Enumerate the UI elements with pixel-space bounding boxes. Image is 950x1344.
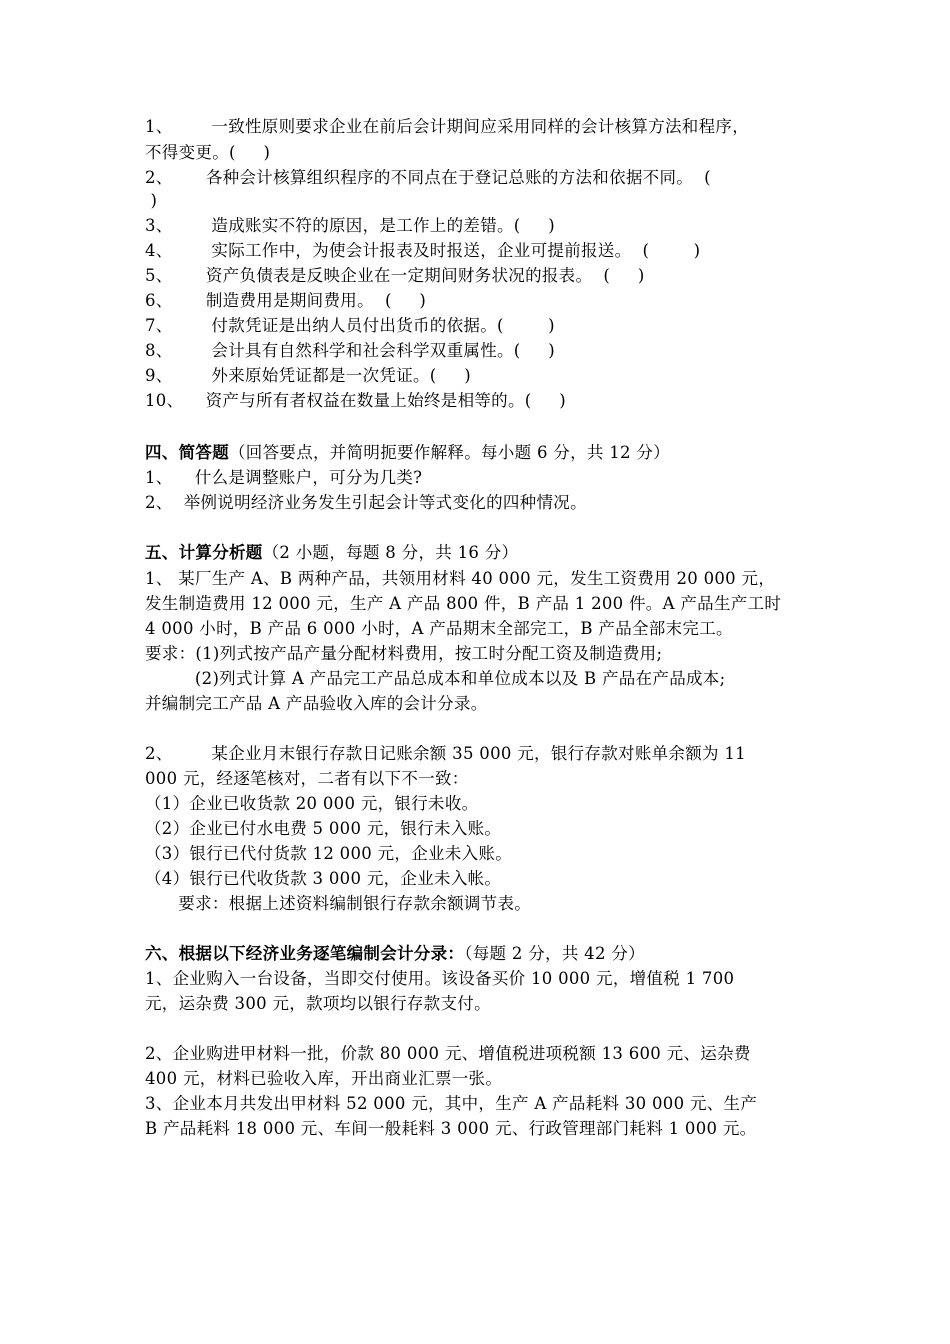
section-5-q2-line-1: 2、 某企业月末银行存款日记账余额 35 000 元，银行存款对账单余额为 11 <box>145 744 746 763</box>
tf-item-8: 8、 会计具有自然科学和社会科学双重属性。( ) <box>145 341 556 360</box>
section-4-heading <box>145 440 670 466</box>
section-4-note: （回答要点，并简明扼要作解释。每小题 6 分，共 12 分） <box>229 443 670 462</box>
section-6-q2-line-2: 400 元，材料已验收入库，开出商业汇票一张。 <box>145 1069 503 1088</box>
section-6-q3-line-2: B 产品耗料 18 000 元、车间一般耗料 3 000 元、行政管理部门耗料 1 000 元。 <box>145 1119 757 1138</box>
tf-item-9: 9、 外来原始凭证都是一次凭证。( ) <box>145 366 472 385</box>
tf-item-2-line-2: ) <box>145 191 158 210</box>
section-5-q2-line-4: （2）企业已付水电费 5 000 元，银行未入账。 <box>145 819 502 838</box>
section-5-q1-line-1: 1、 某厂生产 A、B 两种产品，共领用材料 40 000 元，发生工资费用 20 000 元， <box>145 569 776 588</box>
tf-item-10: 10、 资产与所有者权益在数量上始终是相等的。( ) <box>145 391 566 410</box>
tf-item-6: 6、 制造费用是期间费用。 ( ) <box>145 291 427 310</box>
tf-item-5: 5、 资产负债表是反映企业在一定期间财务状况的报表。 ( ) <box>145 266 645 285</box>
tf-item-4: 4、 实际工作中，为使会计报表及时报送，企业可提前报送。 ( ) <box>145 241 701 260</box>
section-6-q3-line-1: 3、企业本月共发出甲材料 52 000 元，其中，生产 A 产品耗料 30 000 元、生产 <box>145 1094 758 1113</box>
section-6-note: （每题 2 分，共 42 分） <box>464 944 645 963</box>
section-6-q1-line-1: 1、企业购入一台设备，当即交付使用。该设备买价 10 000 元，增值税 1 700 <box>145 969 735 988</box>
section-5-q1-line-2: 发生制造费用 12 000 元，生产 A 产品 800 件，B 产品 1 200 件。A 产品生产工时 <box>145 594 782 613</box>
section-6-heading <box>145 941 645 967</box>
section-5-q1-line-6: 并编制完工产品 A 产品验收入库的会计分录。 <box>145 694 488 713</box>
section-5-q1-line-5: (2)列式计算 A 产品完工产品总成本和单位成本以及 B 产品在产品成本; <box>145 669 726 688</box>
section-5-q1-line-4: 要求：(1)列式按产品产量分配材料费用，按工时分配工资及制造费用; <box>145 644 663 663</box>
section-6-q2-line-1: 2、企业购进甲材料一批，价款 80 000 元、增值税进项税额 13 600 元、运杂费 <box>145 1044 751 1063</box>
section-5-note: （2 小题，每题 8 分，共 16 分） <box>262 543 519 562</box>
tf-item-1-line-2: 不得变更。( ) <box>145 143 271 162</box>
section-4-title: 四、简答题 <box>145 443 229 462</box>
section-5-q1-line-3: 4 000 小时，B 产品 6 000 小时，A 产品期末全部完工，B 产品全部末完工。 <box>145 619 733 638</box>
tf-item-7: 7、 付款凭证是出纳人员付出货币的依据。( ) <box>145 316 555 335</box>
section-4-item-2: 2、 举例说明经济业务发生引起会计等式变化的四种情况。 <box>145 493 587 512</box>
section-6-title: 六、根据以下经济业务逐笔编制会计分录： <box>145 944 465 963</box>
section-5-q2-line-7: 要求：根据上述资料编制银行存款余额调节表。 <box>145 894 532 913</box>
section-5-heading <box>145 540 518 566</box>
section-5-q2-line-6: （4）银行已代收货款 3 000 元，企业未入帐。 <box>145 869 502 888</box>
tf-item-1-line-1: 1、 一致性原则要求企业在前后会计期间应采用同样的会计核算方法和程序， <box>145 117 750 136</box>
section-5-q2-line-3: （1）企业已收货款 20 000 元，银行未收。 <box>145 794 479 813</box>
section-6-q1-line-2: 元，运杂费 300 元，款项均以银行存款支付。 <box>145 994 491 1013</box>
section-5-q2-line-5: （3）银行已代付货款 12 000 元，企业未入账。 <box>145 844 513 863</box>
section-5-title: 五、计算分析题 <box>145 543 263 562</box>
tf-item-3: 3、 造成账实不符的原因，是工作上的差错。( ) <box>145 216 556 235</box>
section-4-item-1: 1、 什么是调整账户，可分为几类? <box>145 468 423 487</box>
section-5-q2-line-2: 000 元，经逐笔核对，二者有以下不一致： <box>145 769 469 788</box>
tf-item-2-line-1: 2、 各种会计核算组织程序的不同点在于登记总账的方法和依据不同。 ( <box>145 168 711 187</box>
